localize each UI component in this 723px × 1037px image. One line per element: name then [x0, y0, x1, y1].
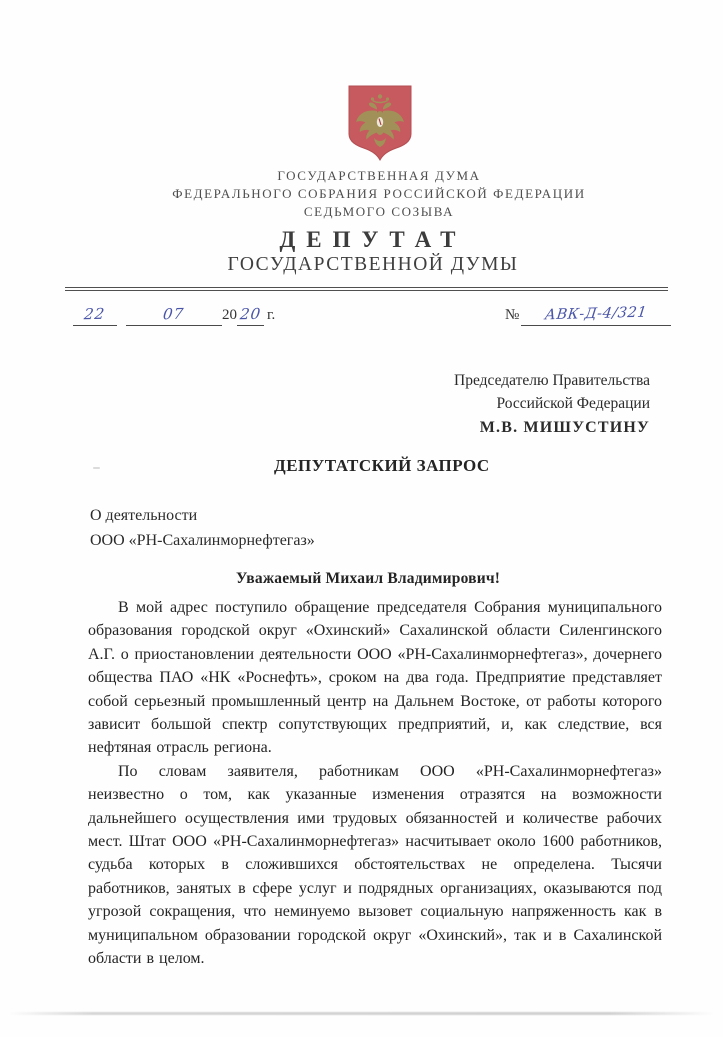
doc-number-underline: [521, 305, 671, 326]
subject-line-1: О деятельности: [90, 507, 198, 524]
org-name-line3: СЕДЬМОГО СОЗЫВА: [303, 204, 455, 219]
document-type-heading: ДЕПУТАТСКИЙ ЗАПРОС: [274, 456, 490, 475]
date-day-handwritten: 22: [83, 304, 107, 324]
org-name-line2: ФЕДЕРАЛЬНОГО СОБРАНИЯ РОССИЙСКОЙ ФЕДЕРАЦИИ: [172, 186, 586, 201]
russia-coat-of-arms-icon: [344, 84, 416, 162]
date-year-underline: [237, 305, 264, 326]
deputy-subtitle: ГОСУДАРСТВЕННОЙ ДУМЫ: [227, 254, 519, 275]
scan-bottom-edge-shadow: [8, 1012, 714, 1015]
org-name-line1: ГОСУДАРСТВЕННАЯ ДУМА: [277, 168, 481, 183]
addressee-line-1: Председателю Правительства: [454, 372, 650, 389]
date-day-underline: [73, 305, 117, 326]
salutation: Уважаемый Михаил Владимирович!: [236, 570, 501, 587]
date-year-suffix: г.: [267, 307, 276, 323]
deputy-title: ДЕПУТАТ: [279, 227, 467, 252]
addressee-line-2: Российской Федерации: [496, 395, 650, 413]
addressee-name: М.В. МИШУСТИНУ: [479, 418, 650, 436]
letter-body: [88, 596, 662, 971]
date-month-handwritten: 07: [162, 304, 186, 324]
scan-speck: [93, 467, 100, 469]
date-month-underline: [126, 305, 222, 326]
doc-number-label: №: [505, 307, 520, 323]
letterhead-org-block: [56, 167, 702, 221]
addressee-block: [300, 369, 650, 439]
date-and-number-line: [0, 304, 723, 326]
date-year-printed: 20: [222, 307, 237, 323]
doc-number-handwritten: АВК-Д-4/321: [544, 304, 649, 324]
subject-line-2: ООО «РН-Сахалинморнефтегаз»: [90, 531, 315, 549]
subject-block: [90, 504, 315, 553]
body-paragraph-1: В мой адрес поступило обращение председателя Собрания муниципального образования городской округ «Охинский» Сахалинской области Силенгинского А.Г. о приостановлении деятельности ООО «РН-Сахалинморнефтегаз», дочернего общества ПАО «НК «Роснефть», сроком на два года. Предприятие представляет собой серьезный промышленный центр на Дальнем Востоке, от работы которого зависит большой спектр сопутствующих предприятий, и, как следствие, вся нефтяная отрасль региона.: [88, 599, 662, 757]
date-year-handwritten: 20: [238, 304, 263, 324]
letterhead-divider-rule: [65, 287, 668, 291]
body-paragraph-2: По словам заявителя, работникам ООО «РН-Сахалинморнефтегаз» неизвестно о том, как указанные изменения отразятся на возможности дальнейшего осуществления ими трудовых обязанностей и количестве рабочих мест. Штат ООО «РН-Сахалинморнефтегаз» насчитывает около 1600 работников, судьба которых в сложившихся обстоятельствах не определена. Тысячи работников, занятых в сфере услуг и подрядных организациях, оказываются под угрозой сокращения, что неминуемо вызовет социальную напряженность как в муниципальном образовании городской округ «Охинский», так и в Сахалинской области в целом.: [88, 762, 662, 968]
